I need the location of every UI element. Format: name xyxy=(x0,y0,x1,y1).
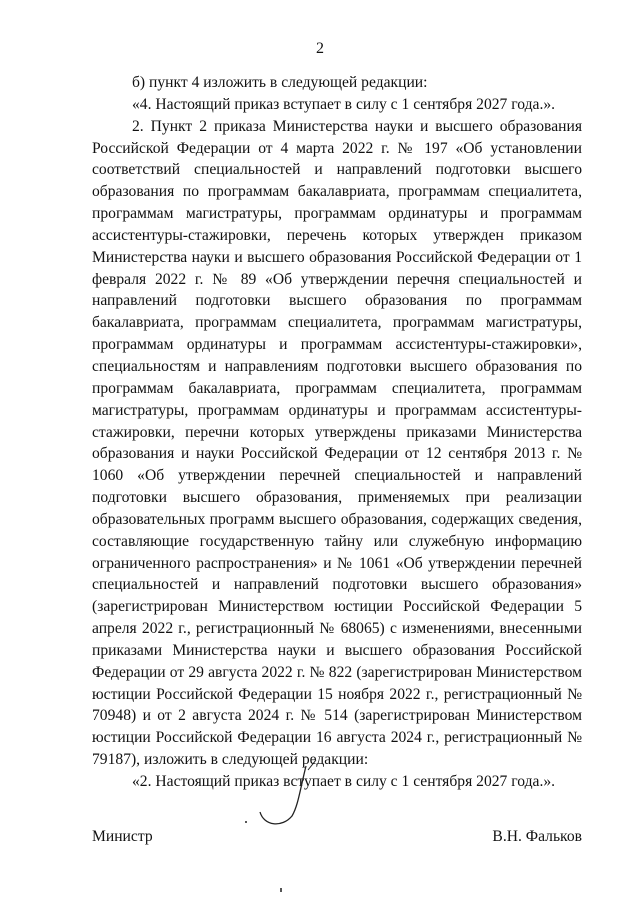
signatory-name: В.Н. Фальков xyxy=(492,828,582,845)
signature-row xyxy=(92,828,582,846)
paragraph-item-2: 2. Пункт 2 приказа Министерства науки и высшего образования Российской Федерации от 4 марта 2022 г. № 197 «Об установлении соответствий специальностей и направлений подготовки высшего образования по программам бакалавриата, программам специалитета, программам магистратуры, программам ординатуры и программам ассистентуры-стажировки, перечень которых утвержден приказом Министерства науки и высшего образования Российской Федерации от 1 февраля 2022 г. № 89 «Об утверждении перечня специальностей и направлений подготовки высшего образования по программам бакалавриата, программам специалитета, программам магистратуры, программам ординатуры и программам ассистентуры-стажировки», специальностям и направлениям подготовки высшего образования по программам бакалавриата, программам специалитета, программам магистратуры, программам ординатуры и программам ассистентуры-стажировки, перечни которых утверждены приказами Министерства образования и науки Российской Федерации от 12 сентября 2013 г. № 1060 «Об утверждении перечней специальностей и направлений подготовки высшего образования, применяемых при реализации образовательных программ высшего образования, содержащих сведения, составляющие государственную тайну или служебную информацию ограниченного распространения» и № 1061 «Об утверждении перечней специальностей и направлений подготовки высшего образования» (зарегистрирован Министерством юстиции Российской Федерации 5 апреля 2022 г., регистрационный № 68065) с изменениями, внесенными приказами Министерства науки и высшего образования Российской Федерации от 29 августа 2022 г. № 822 (зарегистрирован Министерством юстиции Российской Федерации 15 ноября 2022 г., регистрационный № 70948) и от 2 августа 2024 г. № 514 (зарегистрирован Министерством юстиции Российской Федерации 16 августа 2024 г., регистрационный № 79187), изложить в следующей редакции: xyxy=(92,117,582,769)
scan-artifact xyxy=(280,888,282,892)
document-body xyxy=(92,72,582,793)
signatory-position: Министр xyxy=(92,828,153,845)
paragraph-quote-2: «2. Настоящий приказ вступает в силу с 1 сентября 2027 года.». xyxy=(132,773,556,790)
paragraph-item-b: б) пункт 4 изложить в следующей редакции: xyxy=(132,74,428,91)
paragraph-quote-4: «4. Настоящий приказ вступает в силу с 1 сентября 2027 года.». xyxy=(132,95,556,113)
page-number: 2 xyxy=(316,40,324,57)
